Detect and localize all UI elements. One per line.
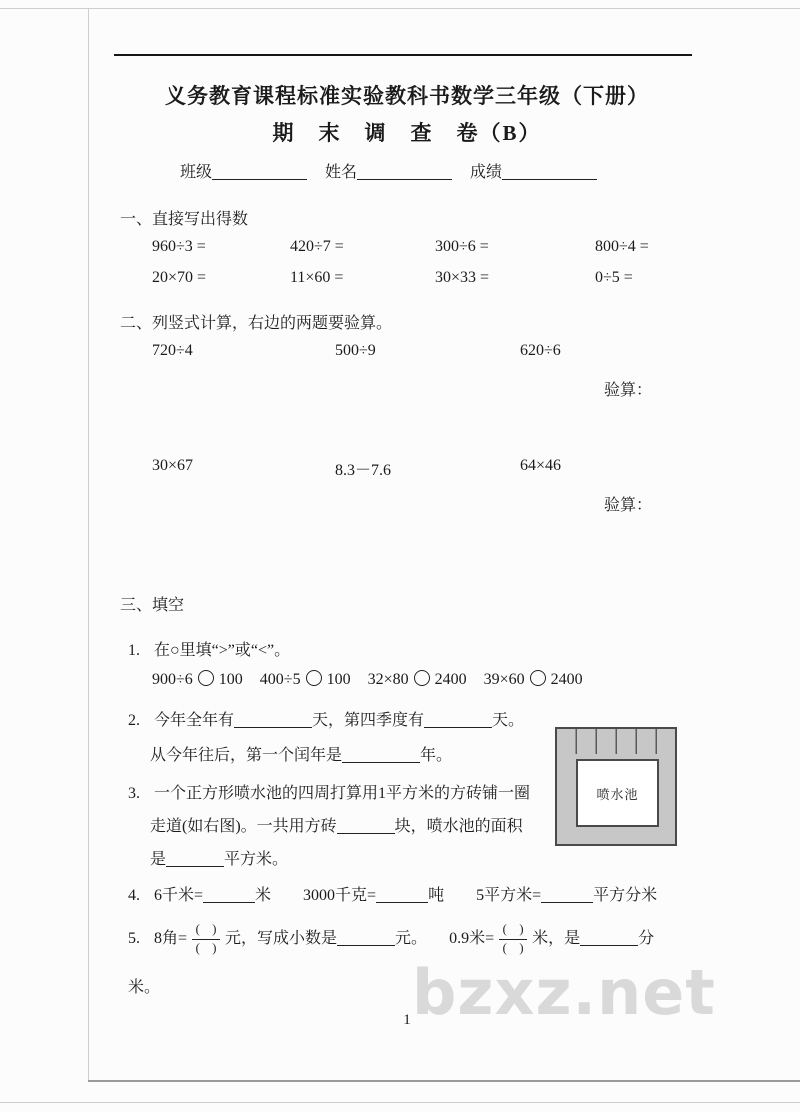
comparison-item bbox=[152, 670, 243, 689]
question-5-text: 元，写成小数是 bbox=[225, 929, 338, 947]
section-three-heading: 三、填空 bbox=[120, 597, 185, 614]
math-problem: 8.3－7.6 bbox=[335, 462, 392, 479]
question-1 bbox=[120, 637, 705, 660]
question-5-line-2: 米。 bbox=[128, 979, 161, 996]
question-3-text: 平方米。 bbox=[224, 851, 289, 868]
answer-circle bbox=[530, 670, 546, 686]
page-number: 1 bbox=[403, 1012, 411, 1028]
math-problem: 720÷4 bbox=[152, 342, 193, 359]
answer-blank bbox=[203, 887, 255, 903]
comparison-item bbox=[484, 670, 583, 689]
math-problem: 20×70 = bbox=[152, 269, 207, 286]
answer-blank bbox=[342, 747, 420, 763]
check-label: 验算： bbox=[604, 497, 653, 514]
math-problem: 500÷9 bbox=[335, 342, 376, 359]
answer-blank bbox=[541, 887, 593, 903]
question-3-line-2 bbox=[120, 813, 590, 836]
answer-blank bbox=[234, 712, 312, 728]
score-blank bbox=[502, 164, 597, 180]
math-problem: 620÷6 bbox=[520, 342, 561, 359]
conversion-unit: 米 bbox=[255, 887, 272, 904]
answer-blank bbox=[337, 818, 395, 834]
answer-circle bbox=[306, 670, 322, 686]
conversion-label: 3000千克= bbox=[303, 887, 377, 904]
question-3-text: 走道(如右图)。一共用方砖 bbox=[150, 818, 337, 835]
section-two-heading: 二、列竖式计算，右边的两题要验算。 bbox=[120, 315, 393, 332]
answer-blank bbox=[424, 712, 492, 728]
question-3-text: 是 bbox=[150, 851, 167, 868]
fraction-numerator: ( ) bbox=[502, 922, 524, 936]
question-number: 1. bbox=[128, 642, 140, 659]
comparison-left: 32×80 bbox=[367, 671, 409, 688]
scan-edge-top bbox=[0, 8, 800, 9]
question-1-text: 在○里填“>”或“<”。 bbox=[154, 642, 291, 659]
question-number: 4. bbox=[128, 887, 140, 904]
answer-blank bbox=[337, 930, 395, 946]
header-rule bbox=[114, 54, 692, 56]
comparison-left: 39×60 bbox=[483, 671, 525, 688]
question-5-text: 0.9米= bbox=[449, 929, 495, 947]
question-2-text: 天。 bbox=[492, 712, 525, 729]
comparison-right: 2400 bbox=[550, 671, 583, 688]
comparison-item bbox=[368, 670, 467, 689]
question-number: 3. bbox=[128, 785, 140, 802]
section-one-heading: 一、直接写出得数 bbox=[120, 211, 249, 228]
question-4 bbox=[120, 882, 705, 905]
fountain-pool-figure bbox=[555, 727, 677, 846]
fraction-bar bbox=[499, 939, 527, 940]
answer-blank bbox=[376, 887, 428, 903]
math-problem: 420÷7 = bbox=[290, 238, 344, 255]
fraction-denominator: ( ) bbox=[195, 940, 217, 955]
section-one-row-2 bbox=[120, 269, 737, 287]
name-blank bbox=[357, 164, 452, 180]
fraction-blank bbox=[192, 922, 220, 956]
math-problem: 64×46 bbox=[520, 457, 562, 474]
conversion-label: 6千米= bbox=[154, 887, 204, 904]
fraction-bar bbox=[192, 939, 220, 940]
answer-circle bbox=[198, 670, 214, 686]
math-problem: 11×60 = bbox=[290, 269, 344, 286]
question-3-text: 一个正方形喷水池的四周打算用1平方米的方砖铺一圈 bbox=[154, 785, 531, 802]
question-2-text: 从今年往后，第一个闰年是 bbox=[150, 747, 343, 764]
comparison-left: 400÷5 bbox=[259, 671, 301, 688]
scan-edge-left bbox=[88, 8, 89, 1082]
answer-circle bbox=[414, 670, 430, 686]
page-subtitle: 期 末 调 查 卷（B） bbox=[272, 121, 542, 145]
page-title: 义务教育课程标准实验教科书数学三年级（下册） bbox=[165, 84, 649, 108]
student-info-line bbox=[180, 159, 720, 182]
check-label: 验算： bbox=[604, 382, 653, 399]
section-two-group-2 bbox=[120, 457, 737, 480]
question-2-text: 今年全年有 bbox=[154, 712, 235, 729]
class-blank bbox=[212, 164, 307, 180]
math-problem: 960÷3 = bbox=[152, 238, 206, 255]
comparison-item bbox=[260, 670, 351, 689]
comparison-left: 900÷6 bbox=[152, 671, 193, 688]
fountain-pool-label: 喷水池 bbox=[576, 759, 659, 827]
math-problem: 300÷6 = bbox=[435, 238, 489, 255]
section-two-group-1 bbox=[120, 342, 737, 360]
answer-blank bbox=[580, 930, 638, 946]
math-problem: 800÷4 = bbox=[595, 238, 649, 255]
question-5-text: 8角= bbox=[154, 929, 188, 947]
fraction-denominator: ( ) bbox=[502, 940, 524, 955]
class-label: 班级 bbox=[180, 164, 213, 181]
question-5-text: 米，是 bbox=[532, 929, 581, 947]
scan-edge-bottom-2 bbox=[0, 1102, 800, 1103]
comparison-right: 2400 bbox=[434, 671, 467, 688]
question-number: 5. bbox=[128, 929, 140, 947]
question-5-text: 元。 bbox=[395, 929, 428, 947]
question-5-line-1 bbox=[120, 922, 705, 956]
watermark: bzxz.net bbox=[412, 956, 716, 1029]
conversion-label: 5平方米= bbox=[476, 887, 542, 904]
conversion-unit: 吨 bbox=[428, 887, 445, 904]
question-number: 2. bbox=[128, 712, 140, 729]
fraction-blank bbox=[499, 922, 527, 956]
section-one-row-1 bbox=[120, 238, 737, 256]
math-problem: 30×33 = bbox=[435, 269, 490, 286]
tile-divisions bbox=[557, 729, 675, 754]
question-2-text: 年。 bbox=[420, 747, 453, 764]
question-3-text: 块，喷水池的面积 bbox=[394, 818, 523, 835]
fraction-numerator: ( ) bbox=[195, 922, 217, 936]
question-5-text: 分 bbox=[638, 929, 655, 947]
comparison-right: 100 bbox=[326, 671, 351, 688]
conversion-unit: 平方分米 bbox=[593, 887, 658, 904]
answer-blank bbox=[166, 851, 224, 867]
scan-edge-bottom bbox=[88, 1080, 800, 1082]
math-problem: 0÷5 = bbox=[595, 269, 633, 286]
question-3-line-3 bbox=[120, 846, 590, 869]
comparison-right: 100 bbox=[218, 671, 243, 688]
question-1-comparisons bbox=[120, 670, 737, 689]
question-2-text: 天，第四季度有 bbox=[312, 712, 425, 729]
name-label: 姓名 bbox=[325, 164, 358, 181]
score-label: 成绩 bbox=[470, 164, 503, 181]
math-problem: 30×67 bbox=[152, 457, 194, 474]
